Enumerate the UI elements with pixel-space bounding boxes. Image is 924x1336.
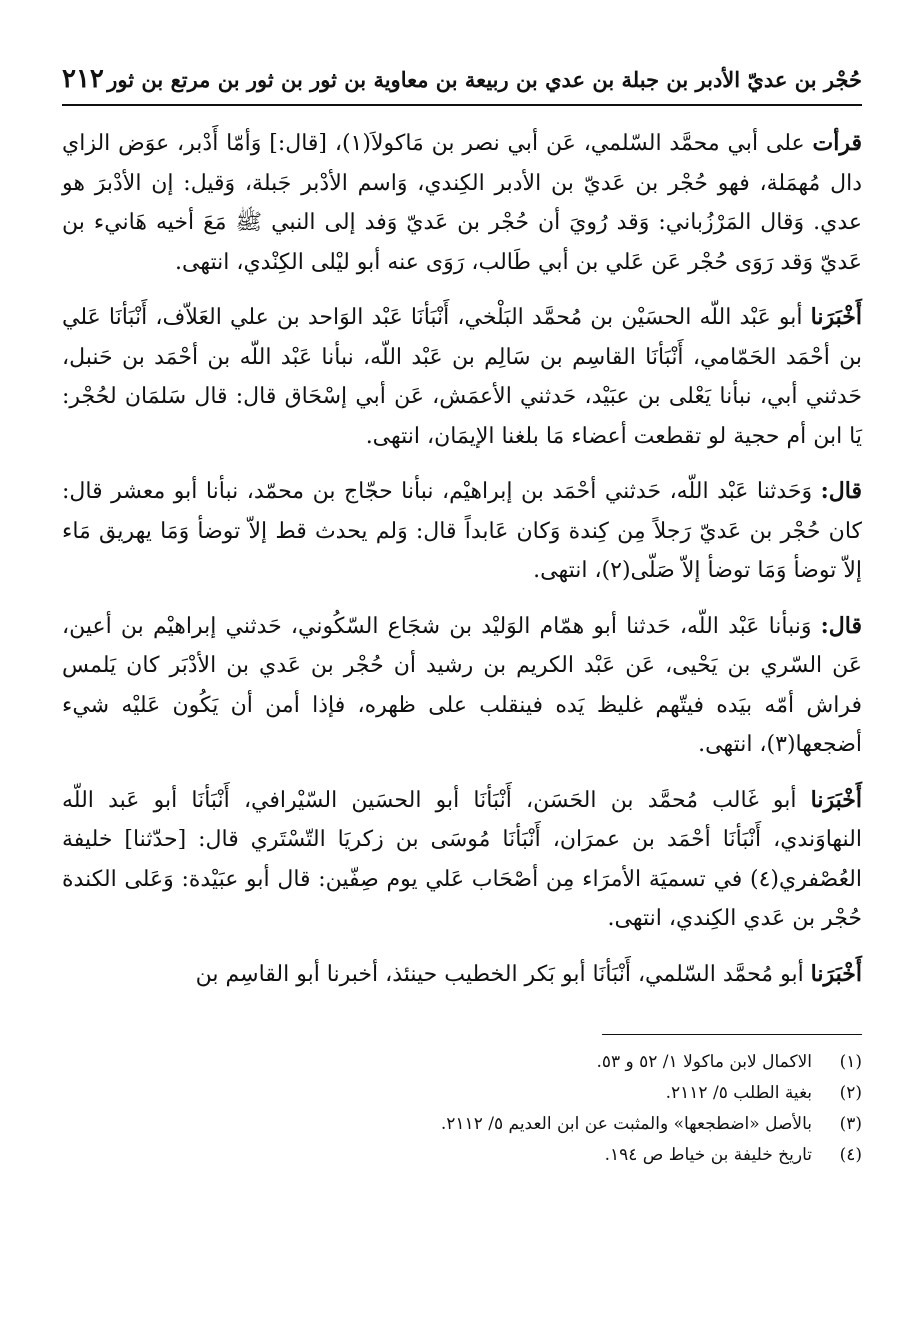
paragraph bbox=[62, 298, 862, 456]
footnote bbox=[62, 1109, 862, 1140]
paragraph-text: وَنبأنا عَبْد اللّه، حَدثنا أبو همّام الوَليْد بن شجَاع السّكُوني، حَدثني إبراهيْم بن أعين، عَن السّري بن يَحْيى، عَن عَبْد الكريم بن رشيد أن حُجْر بن عَدي بن الأدْبَر كان يَلمس فراش أمّه بيَده فيتّهم غليظ يَده فينقلب على ظهره، فإذا أمن أن يَكُون عَليْه شيء أضجعها(٣)، انتهى. bbox=[62, 613, 862, 757]
footnote bbox=[62, 1140, 862, 1171]
paragraph bbox=[62, 781, 862, 939]
paragraph-lead: قال: bbox=[820, 478, 862, 504]
footnote bbox=[62, 1078, 862, 1109]
paragraph bbox=[62, 124, 862, 282]
footnotes bbox=[62, 1047, 862, 1171]
footnote-number: (١) bbox=[839, 1052, 862, 1072]
footnote bbox=[62, 1047, 862, 1078]
page-body bbox=[62, 124, 862, 994]
paragraph-lead: أَخْبَرَنا bbox=[810, 960, 862, 987]
footnote-text: الاكمال لابن ماكولا ١/ ٥٢ و ٥٣. bbox=[596, 1052, 812, 1072]
footnote-number: (٢) bbox=[839, 1083, 862, 1103]
page-header bbox=[62, 64, 862, 106]
paragraph bbox=[62, 955, 862, 995]
paragraph-lead: قال: bbox=[820, 612, 862, 639]
book-page bbox=[62, 64, 862, 1171]
paragraph-text: أبو غَالب مُحمَّد بن الحَسَن، أَنْبَأنَا أبو الحسَين السّيْرافي، أَنْبَأنَا أبو عَبد اللّه النهاوَندي، أَنْبَأنَا أحْمَد بن عمرَان، أَنْبَأنَا مُوسَى بن زكريَا التّسْتَري قال: [حدّثنا] خليفة العُصْفري(٤) في تسميَة الأمرَاء مِن أصْحَاب عَلي يوم صِفّين: قال أبو عبَيْدة: وَعَلى الكندة حُجْر بن عَدي الكِندي، انتهى. bbox=[62, 787, 862, 931]
running-title: حُجْر بن عديّ الأدبر بن جبلة بن عدي بن ربيعة بن معاوية بن ثور بن ثور بن مرتع بن ثور bbox=[107, 67, 862, 92]
footnote-number: (٣) bbox=[839, 1114, 862, 1134]
footnote-divider bbox=[602, 1034, 862, 1035]
paragraph bbox=[62, 607, 862, 765]
paragraph-text: أبو مُحمَّد السّلمي، أَنْبَأنَا أبو بَكر الخطيب حينئذ، أخبرنا أبو القاسِم بن bbox=[195, 961, 811, 987]
footnote-text: تاريخ خليفة بن خياط ص ١٩٤. bbox=[604, 1145, 812, 1165]
paragraph bbox=[62, 472, 862, 591]
paragraph-text: على أبي محمَّد السّلمي، عَن أبي نصر بن مَاكولاَ(١)، [قال:] وَأمّا أَدْبر، عوَض الزاي دال مُهمَلة، فهو حُجْر بن عَديّ بن الأدبر الكِندي، وَاسم الأدْبر جَبلة، وَقيل: إن الأدْبرَ هو عدي. وَقال المَرْزُباني: وَقد رُويَ أن حُجْر بن عَديّ وَفد إلى النبي ﷺ مَعَ أخيه هَانيء بن عَديّ وَقد رَوَى حُجْر عَن عَلي بن أبي طَالب، رَوَى عنه أبو ليْلى الكِنْدي، انتهى. bbox=[62, 131, 862, 275]
footnote-text: بالأصل «اضطجعها» والمثبت عن ابن العديم ٥/ ٢١١٢. bbox=[440, 1114, 812, 1134]
paragraph-lead: أَخْبَرَنا bbox=[810, 786, 862, 813]
footnote-text: بغية الطلب ٥/ ٢١١٢. bbox=[665, 1083, 812, 1103]
paragraph-lead: أَخْبَرَنا bbox=[810, 304, 862, 330]
paragraph-text: أبو عَبْد اللّه الحسَيْن بن مُحمَّد البَلْخي، أَنْبَأنَا عَبْد الوَاحد بن علي العَلاّف، أَنْبَأنَا عَلي بن أحْمَد الحَمّامي، أَنْبَأنَا القاسِم بن سَالِم بن عَبْد اللّه، نبأنا عَبْد اللّه بن أحْمَد بن حَنبل، حَدثني أبي، نبأنا يَعْلى بن عبَيْد، حَدثني الأعمَش، عَن أبي إسْحَاق قال: قال سَلمَان لحُجْر: يَا ابن أم حجية لو تقطعت أعضاء مَا بلغنا الإيمَان، انتهى. bbox=[62, 305, 862, 449]
footnote-number: (٤) bbox=[839, 1145, 862, 1165]
paragraph-lead: قرأت bbox=[812, 130, 862, 156]
page-number: ٢١٢ bbox=[62, 64, 104, 94]
paragraph-text: وَحَدثنا عَبْد اللّه، حَدثني أحْمَد بن إبراهيْم، نبأنا حجّاج بن محمّد، نبأنا أبو معشر قال: كان حُجْر بن عَديّ رَجلاً مِن كِندة وَكان عَابداً قال: وَلم يحدث قط إلاّ توضأ وَمَا يهريق مَاء إلاّ توضأ وَمَا توضأ إلاّ صَلّى(٢)، انتهى. bbox=[62, 479, 862, 583]
